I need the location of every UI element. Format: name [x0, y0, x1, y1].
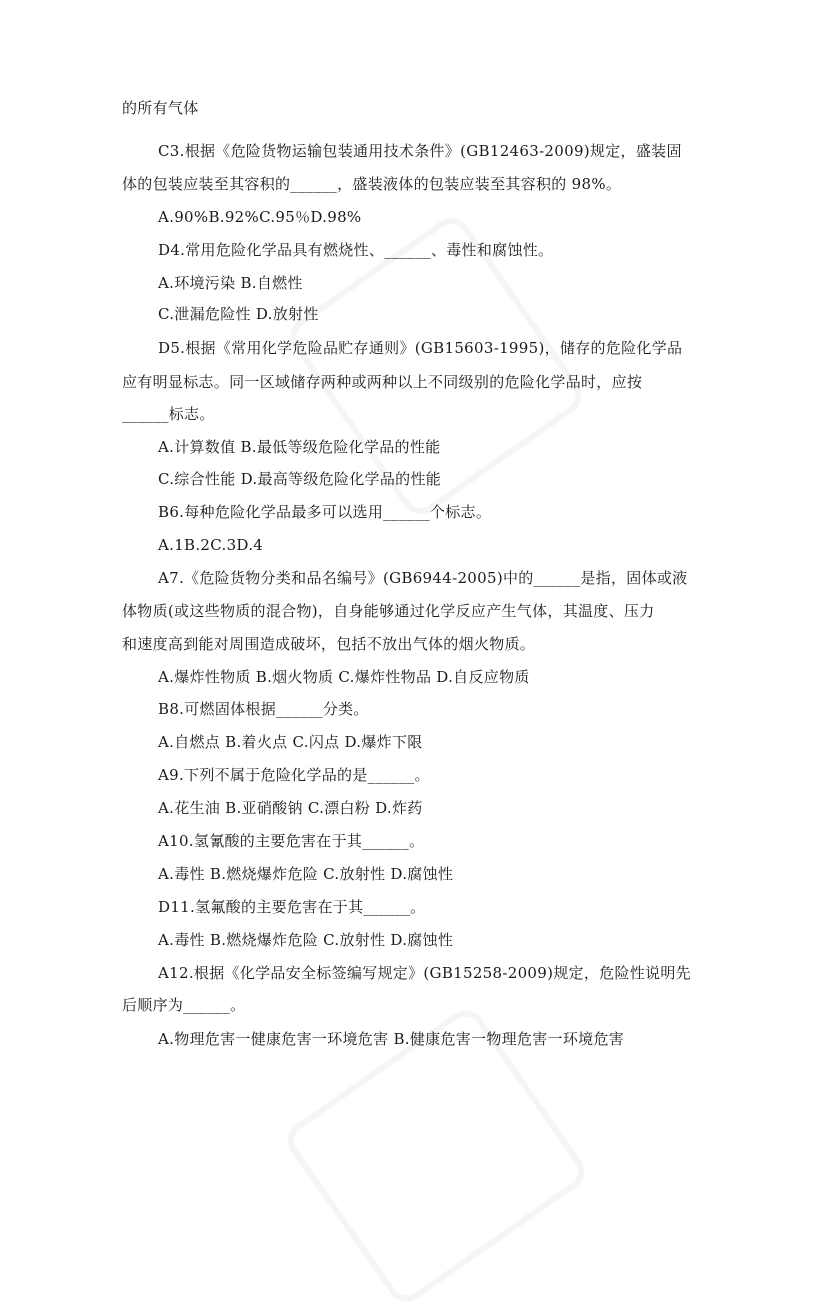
text-line: 的所有气体 [122, 99, 199, 117]
question-c3: C3.根据《危险货物运输包装通用技术条件》(GB12463-2009)规定，盛装固 [158, 142, 682, 160]
question-d5: D5.根据《常用化学危险品贮存通则》(GB15603-1995)，储存的危险化学品 [158, 339, 683, 357]
question-d4: D4.常用危险化学品具有燃烧性、______、毒性和腐蚀性。 [158, 241, 554, 259]
answer-options: C.泄漏危险性 D.放射性 [158, 305, 319, 323]
text-line: 应有明显标志。同一区域储存两种或两种以上不同级别的危险化学品时，应按 [122, 373, 643, 391]
answer-options: A.90%B.92%C.95％D.98% [158, 208, 362, 226]
answer-options: A.物理危害一健康危害一环境危害 B.健康危害一物理危害一环境危害 [158, 1030, 625, 1048]
answer-options: A.爆炸性物质 B.烟火物质 C.爆炸性物品 D.自反应物质 [158, 668, 530, 686]
answer-options: A.自燃点 B.着火点 C.闪点 D.爆炸下限 [158, 733, 423, 751]
answer-options: A.环境污染 B.自燃性 [158, 274, 303, 292]
answer-options: A.毒性 B.燃烧爆炸危险 C.放射性 D.腐蚀性 [158, 931, 454, 949]
answer-options: A.计算数值 B.最低等级危险化学品的性能 [158, 438, 441, 456]
text-line: 体物质(或这些物质的混合物)，自身能够通过化学反应产生气体，其温度、压力 [122, 602, 655, 620]
question-a10: A10.氢氰酸的主要危害在于其______。 [158, 832, 425, 850]
question-b6: B6.每种危险化学品最多可以选用______个标志。 [158, 503, 492, 521]
answer-options: A.1B.2C.3D.4 [158, 536, 264, 554]
question-d11: D11.氢氟酸的主要危害在于其______。 [158, 898, 426, 916]
question-a12: A12.根据《化学品安全标签编写规定》(GB15258-2009)规定，危险性说明先 [158, 964, 691, 982]
question-b8: B8.可燃固体根据______分类。 [158, 700, 369, 718]
answer-options: C.综合性能 D.最高等级危险化学品的性能 [158, 470, 442, 488]
answer-options: A.毒性 B.燃烧爆炸危险 C.放射性 D.腐蚀性 [158, 865, 454, 883]
text-line: ______标志。 [122, 405, 215, 423]
question-a9: A9.下列不属于危险化学品的是______。 [158, 766, 430, 784]
answer-options: A.花生油 B.亚硝酸钠 C.漂白粉 D.炸药 [158, 799, 423, 817]
text-line: 和速度高到能对周围造成破坏，包括不放出气体的烟火物质。 [122, 635, 536, 653]
text-line: 后顺序为______。 [122, 996, 246, 1014]
question-a7: A7.《危险货物分类和品名编号》(GB6944-2005)中的______是指，固体或液 [158, 569, 688, 587]
text-line: 体的包装应装至其容积的______，盛装液体的包装应装至其容积的 98%。 [122, 175, 622, 193]
